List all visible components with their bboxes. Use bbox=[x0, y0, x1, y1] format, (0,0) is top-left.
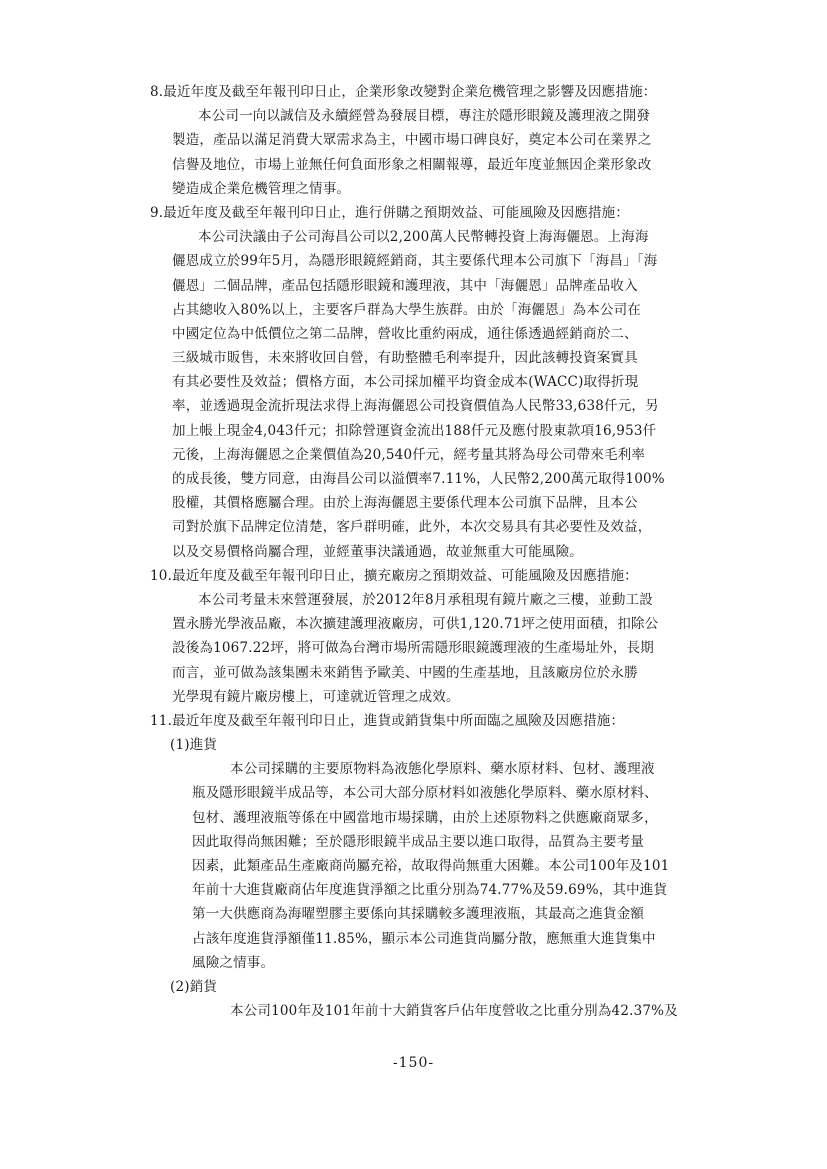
section-9-line: 率，並透過現金流折現法求得上海海儷恩公司投資價值為人民幣33,638仟元，另 bbox=[172, 398, 659, 415]
section-9-line: 三級城市販售，未來將收回自營，有助整體毛利率提升，因此該轉投資案實具 bbox=[172, 350, 638, 367]
section-9-line: 中國定位為中低價位之第二品牌，營收比重約兩成，通往係透過經銷商於二、 bbox=[172, 325, 638, 342]
section-10-line: 而言，並可做為該集團未來銷售予歐美、中國的生產基地，且該廠房位於永勝 bbox=[172, 664, 638, 681]
section-11-heading: 11.最近年度及截至年報刊印日止，進貨或銷貨集中所面臨之風險及因應措施： bbox=[150, 712, 625, 729]
section-10-line: 置永勝光學液品廠，本次擴建護理液廠房，可供1,120.71坪之使用面積，扣除公 bbox=[172, 616, 659, 633]
document-body bbox=[150, 80, 750, 1023]
section-10-line: 光學現有鏡片廠房樓上，可達就近管理之成效。 bbox=[172, 688, 460, 705]
page-number: -150- bbox=[392, 1055, 435, 1071]
section-9-line: 元後，上海海儷恩之企業價值為20,540仟元，經考量其將為母公司帶來毛利率 bbox=[172, 446, 646, 463]
section-8-line: 變造成企業危機管理之情事。 bbox=[172, 180, 351, 197]
purchasing-line: 年前十大進貨廠商佔年度進貨淨額之比重分別為74.77%及59.69%，其中進貨 bbox=[192, 882, 668, 899]
section-9-line: 加上帳上現金4,043仟元；扣除營運資金流出188仟元及應付股東款項16,953仟 bbox=[172, 422, 657, 439]
section-9-line: 本公司決議由子公司海昌公司以2,200萬人民幣轉投資上海海儷恩。上海海 bbox=[198, 229, 649, 246]
section-9-line: 司對於旗下品牌定位清楚，客戶群明確，此外，本次交易具有其必要性及效益， bbox=[172, 519, 652, 536]
subsection-purchasing-label: (1)進貨 bbox=[170, 737, 218, 754]
purchasing-line: 因此取得尚無困難；至於隱形眼鏡半成品主要以進口取得，品質為主要考量 bbox=[192, 833, 645, 850]
section-8-line: 製造，產品以滿足消費大眾需求為主，中國市場口碑良好，奠定本公司在業界之 bbox=[172, 132, 652, 149]
purchasing-line: 第一大供應商為海曜塑膠主要係向其採購較多護理液瓶，其最高之進貨金額 bbox=[192, 906, 645, 923]
purchasing-line: 包材、護理液瓶等係在中國當地市場採購，由於上述原物料之供應廠商眾多， bbox=[192, 809, 658, 826]
section-9-line: 儷恩」二個品牌，產品包括隱形眼鏡和護理液，其中「海儷恩」品牌產品收入 bbox=[172, 277, 638, 294]
section-8-line: 本公司一向以誠信及永續經營為發展目標，專注於隱形眼鏡及護理液之開發 bbox=[198, 108, 651, 125]
section-9-line: 的成長後，雙方同意，由海昌公司以溢價率7.11%，人民幣2,200萬元取得100% bbox=[172, 471, 665, 487]
sales-line: 本公司100年及101年前十大銷貨客戶佔年度營收之比重分別為42.37%及 bbox=[230, 1003, 678, 1020]
purchasing-line: 本公司採購的主要原物料為液態化學原料、藥水原材料、包材、護理液 bbox=[230, 761, 655, 778]
section-9-heading: 9.最近年度及截至年報刊印日止，進行併購之預期效益、可能風險及因應措施： bbox=[150, 204, 630, 221]
section-9-line: 儷恩成立於99年5月，為隱形眼鏡經銷商，其主要係代理本公司旗下「海昌」「海 bbox=[172, 253, 658, 270]
section-8-heading: 8.最近年度及截至年報刊印日止，企業形象改變對企業危機管理之影響及因應措施： bbox=[150, 84, 657, 100]
section-10-line: 設後為1067.22坪，將可做為台灣市場所需隱形眼鏡護理液的生產場址外，長期 bbox=[172, 640, 654, 657]
purchasing-line: 瓶及隱形眼鏡半成品等，本公司大部分原材料如液態化學原料、藥水原材料、 bbox=[192, 785, 658, 802]
purchasing-line: 風險之情事。 bbox=[192, 954, 275, 971]
section-9-line: 股權，其價格應屬合理。由於上海海儷恩主要係代理本公司旗下品牌，且本公 bbox=[172, 495, 638, 512]
section-9-line: 占其總收入80%以上，主要客戶群為大學生族群。由於「海儷恩」為本公司在 bbox=[172, 301, 642, 318]
subsection-sales-label: (2)銷貨 bbox=[170, 978, 218, 995]
purchasing-line: 占該年度進貨淨額僅11.85%，顯示本公司進貨尚屬分散，應無重大進貨集中 bbox=[192, 930, 656, 947]
section-9-line: 以及交易價格尚屬合理，並經董事決議通過，故並無重大可能風險。 bbox=[172, 543, 583, 560]
section-10-line: 本公司考量未來營運發展，於2012年8月承租現有鏡片廠之三樓，並動工設 bbox=[198, 591, 653, 608]
section-10-heading: 10.最近年度及截至年報刊印日止，擴充廠房之預期效益、可能風險及因應措施： bbox=[150, 567, 638, 584]
purchasing-line: 因素，此類產品生產廠商尚屬充裕，故取得尚無重大困難。本公司100年及101 bbox=[192, 858, 670, 874]
section-9-line: 有其必要性及效益；價格方面，本公司採加權平均資金成本(WACC)取得折現 bbox=[172, 374, 639, 391]
section-8-line: 信譽及地位，市場上並無任何負面形象之相關報導，最近年度並無因企業形象改 bbox=[172, 156, 652, 173]
